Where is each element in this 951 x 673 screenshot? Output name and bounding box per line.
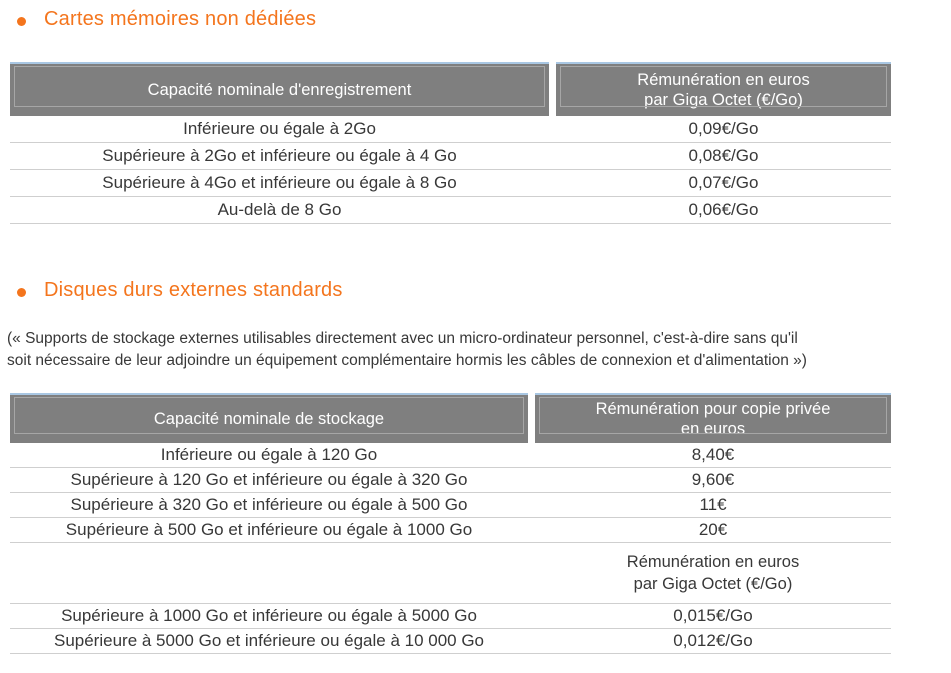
rate-cell: 0,06€/Go: [688, 200, 759, 219]
bullet-icon: [17, 288, 26, 297]
capacity-cell: Supérieure à 500 Go et inférieure ou égale à 1000 Go: [65, 520, 473, 539]
table-header-row: [10, 393, 891, 443]
capacity-cell: Inférieure ou égale à 2Go: [183, 119, 376, 138]
rate-column-header: [535, 393, 891, 443]
rate-column-header-line1: Rémunération pour copie privée: [595, 400, 831, 418]
capacity-cell: Supérieure à 1000 Go et inférieure ou égale à 5000 Go: [61, 606, 477, 625]
capacity-column-header-label: Capacité nominale d'enregistrement: [147, 81, 412, 99]
rate-column-header-line2: en euros: [680, 420, 746, 438]
per-gb-rate-header-line2: par Giga Octet (€/Go): [633, 575, 793, 593]
column-gap: [549, 116, 556, 142]
column-gap: [549, 143, 556, 169]
definition-note-line2: soit nécessaire de leur adjoindre un équipement complémentaire hormis les câbles de connexion et d'alimentation »): [7, 352, 807, 369]
rate-column-header-line1: Rémunération en euros: [637, 71, 810, 89]
capacity-cell: Supérieure à 5000 Go et inférieure ou égale à 10 000 Go: [53, 631, 485, 650]
capacity-cell: Au-delà de 8 Go: [217, 200, 342, 219]
empty-cell: [10, 543, 528, 603]
rate-cell: 0,08€/Go: [688, 146, 759, 165]
table-row: [10, 443, 891, 468]
hard-drives-table: [10, 393, 891, 654]
rate-cell: 0,07€/Go: [688, 173, 759, 192]
table-row: [10, 629, 891, 654]
rate-cell: 11€: [699, 495, 727, 514]
table-row: [10, 197, 891, 224]
capacity-cell: Supérieure à 4Go et inférieure ou égale à 8 Go: [102, 173, 457, 192]
rate-column-header-line2: par Giga Octet (€/Go): [644, 91, 803, 109]
per-gb-subheader-row: [10, 543, 891, 604]
section-heading-memory-cards: Cartes mémoires non dédiées: [44, 8, 317, 30]
table-row: [10, 170, 891, 197]
table-row: [10, 518, 891, 543]
column-gap: [528, 629, 535, 653]
table-row: [10, 468, 891, 493]
capacity-column-header: [10, 393, 528, 443]
column-gap: [528, 443, 535, 467]
bullet-icon: [17, 17, 26, 26]
column-gap: [528, 468, 535, 492]
per-gb-rate-header: [535, 543, 891, 603]
column-gap: [528, 493, 535, 517]
section-heading-hard-drives: Disques durs externes standards: [44, 279, 343, 301]
column-gap: [549, 197, 556, 223]
column-gap: [549, 170, 556, 196]
column-gap: [528, 393, 535, 443]
capacity-column-header-label: Capacité nominale de stockage: [153, 410, 385, 428]
capacity-cell: Inférieure ou égale à 120 Go: [160, 445, 378, 464]
capacity-column-header: [10, 62, 549, 116]
capacity-cell: Supérieure à 2Go et inférieure ou égale à 4 Go: [102, 146, 457, 165]
rate-column-header: [556, 62, 891, 116]
rate-cell: 0,09€/Go: [688, 119, 759, 138]
column-gap: [528, 604, 535, 628]
rate-cell: 20€: [698, 520, 728, 539]
definition-note: [7, 328, 807, 372]
table-row: [10, 116, 891, 143]
memory-cards-table: [10, 62, 891, 224]
rate-cell: 8,40€: [691, 445, 735, 464]
capacity-cell: Supérieure à 320 Go et inférieure ou égale à 500 Go: [70, 495, 468, 514]
table-row: [10, 143, 891, 170]
column-gap: [528, 543, 535, 603]
per-gb-rate-header-line1: Rémunération en euros: [626, 553, 800, 571]
definition-note-line1: (« Supports de stockage externes utilisables directement avec un micro-ordinateur personnel, c'est-à-dire sans qu'il: [7, 330, 798, 347]
capacity-cell: Supérieure à 120 Go et inférieure ou égale à 320 Go: [70, 470, 468, 489]
table-row: [10, 604, 891, 629]
column-gap: [549, 62, 556, 116]
table-header-row: [10, 62, 891, 116]
table-row: [10, 493, 891, 518]
rate-cell: 0,012€/Go: [673, 631, 753, 650]
column-gap: [528, 518, 535, 542]
rate-cell: 9,60€: [691, 470, 735, 489]
rate-cell: 0,015€/Go: [673, 606, 753, 625]
